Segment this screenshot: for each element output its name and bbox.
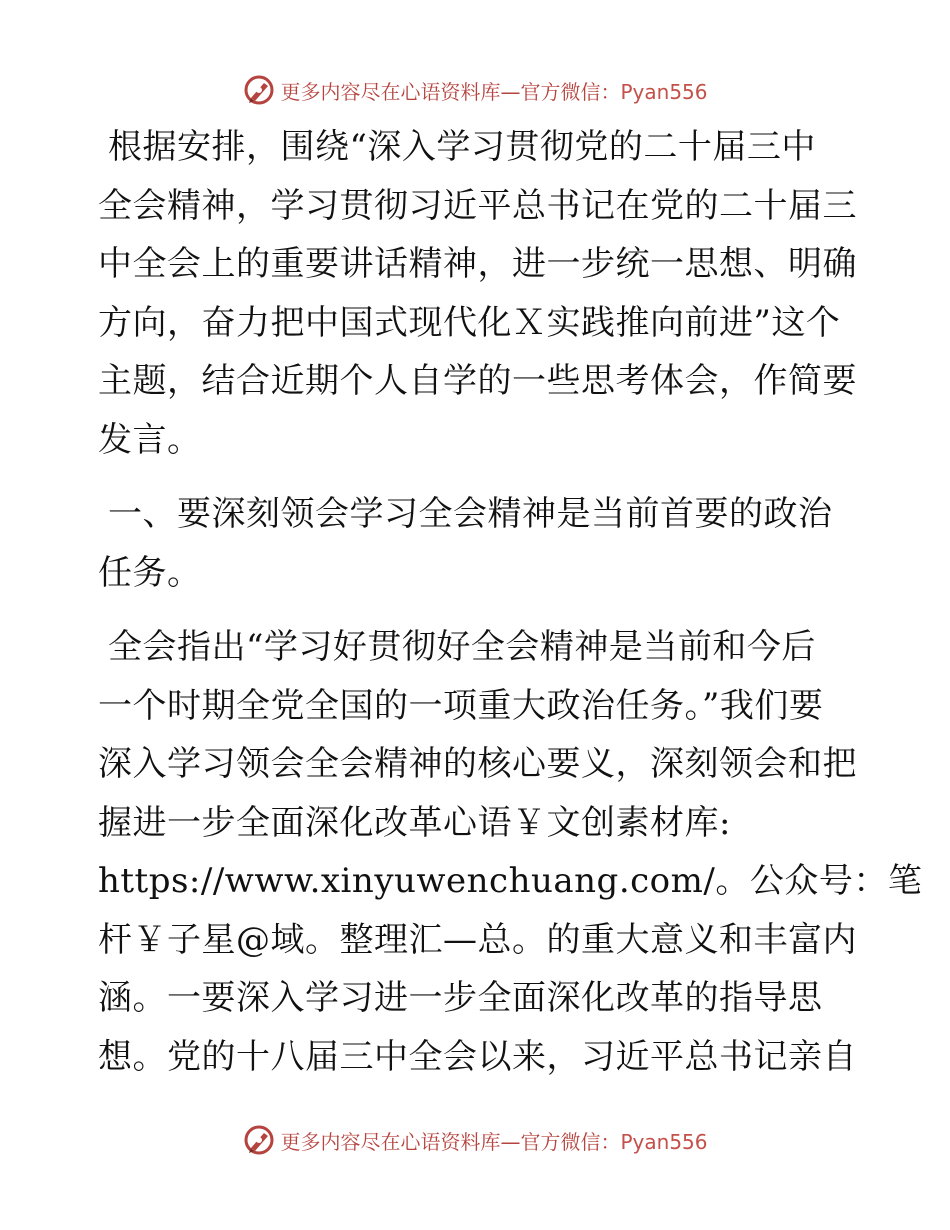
text-line: 全会精神，学习贯彻习近平总书记在党的二十届三 [98, 185, 857, 226]
text-line: 中全会上的重要讲话精神，进一步统一思想、明确 [98, 244, 857, 284]
text-line: 握进一步全面深化改革心语￥文创素材库: [98, 802, 731, 843]
text-line: 想。党的十八届三中全会以来，习近平总书记亲自 [98, 1036, 857, 1077]
text-line: 一个时期全党全国的一项重大政治任务。”我们要 [98, 685, 824, 726]
text-line: 发言。 [98, 419, 202, 460]
text-line: 根据安排，围绕“深入学习贯彻党的二十届三中 [108, 127, 816, 167]
text-line: 杆￥子星@域。整理汇—总。的重大意义和丰富内 [98, 919, 857, 960]
document-body [98, 118, 923, 1086]
footer-watermark [0, 1120, 950, 1160]
section-heading-1 [98, 485, 858, 602]
text-line: 方向，奋力把中国式现代化Ｘ实践推向前进”这个 [98, 302, 841, 343]
paragraph-body [98, 618, 923, 1086]
text-line: 一、要深刻领会学习全会精神是当前首要的政治 [108, 494, 833, 534]
text-line: 深入学习领会全会精神的核心要义，深刻领会和把 [98, 744, 857, 784]
watermark-wechat-id: Pyan556 [620, 79, 708, 104]
text-line: 全会指出“学习好贯彻好全会精神是当前和今后 [108, 627, 816, 667]
text-line: 涵。一要深入学习进一步全面深化改革的指导思 [98, 978, 823, 1018]
text-line-url: https://www.xinyuwenchuang.com/。公众号：笔 [98, 861, 923, 901]
watermark-main-text: 更多内容尽在心语资料库 [280, 1129, 501, 1154]
watermark-label: 官方微信： [520, 79, 621, 104]
watermark-main-text: 更多内容尽在心语资料库 [280, 79, 501, 104]
watermark-label: 官方微信： [520, 1129, 621, 1154]
header-watermark [0, 70, 950, 110]
text-line: 主题，结合近期个人自学的一些思考体会，作简要 [98, 361, 857, 401]
watermark-separator: — [500, 79, 521, 104]
watermark-wechat-id: Pyan556 [620, 1129, 708, 1154]
paragraph-intro [98, 118, 858, 469]
pen-logo-icon [242, 73, 276, 107]
pen-logo-icon [242, 1123, 276, 1157]
watermark-separator: — [500, 1129, 521, 1154]
text-line: 任务。 [98, 552, 202, 593]
